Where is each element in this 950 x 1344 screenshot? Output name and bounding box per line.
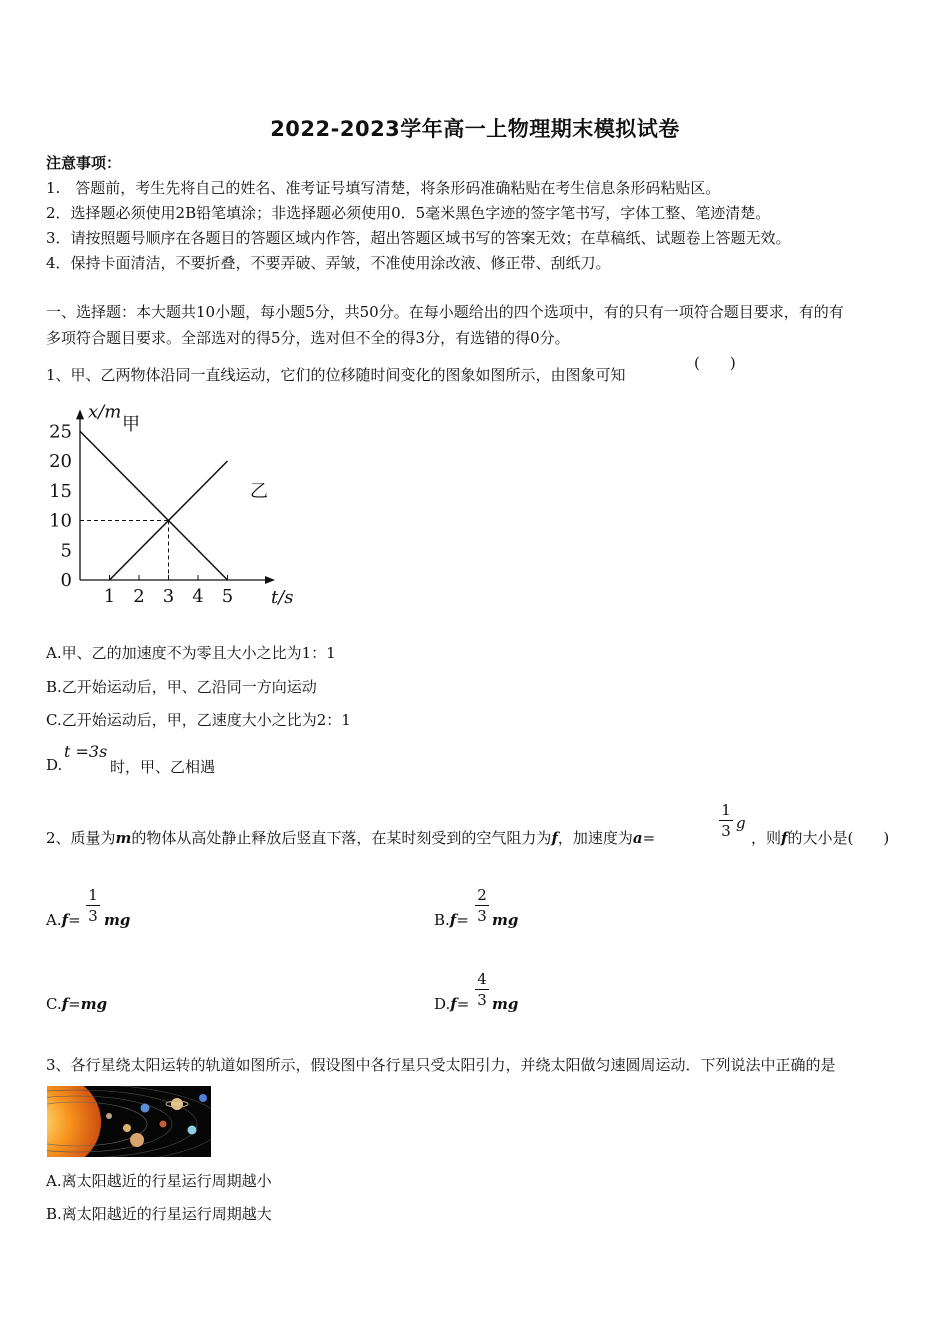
q2-option-c — [46, 995, 107, 1013]
q1-option-d-text: 时，甲、乙相遇 — [110, 758, 216, 776]
planet-shape — [106, 1113, 112, 1119]
notice-item: 3．请按照题号顺序在各题目的答题区域内作答，超出答题区域书写的答案无效；在草稿纸、试题卷上答题无效。 — [46, 229, 791, 247]
option-label: C. — [46, 995, 62, 1013]
planet-shape — [171, 1098, 183, 1110]
planet-shape — [188, 1126, 197, 1135]
option-eq: = — [456, 911, 469, 929]
q1-stem: 1、甲、乙两物体沿同一直线运动，它们的位移随时间变化的图象如图所示，由图象可知 — [46, 366, 626, 384]
q2-stem-part: 的大小是( ) — [787, 829, 890, 847]
q2-stem-tail — [751, 827, 889, 848]
planet-shape — [199, 1094, 207, 1102]
page-title: 2022-2023学年高一上物理期末模拟试卷 — [270, 117, 680, 141]
solar-system-image — [47, 1086, 211, 1157]
q2-var-f: f — [781, 829, 788, 847]
option-eq: = — [68, 911, 81, 929]
solar-system-illustration — [47, 1086, 211, 1157]
q3-stem: 3、各行星绕太阳运转的轨道如图所示，假设图中各行星只受太阳引力，并绕太阳做匀速圆周运动．下列说法中正确的是 — [46, 1056, 836, 1074]
planet-shape — [123, 1124, 131, 1132]
notice-heading: 注意事项： — [46, 154, 122, 172]
q2-eq: = — [642, 829, 656, 847]
q2-option-a — [46, 911, 81, 929]
option-var: f — [61, 911, 69, 929]
y-tick-label: 15 — [49, 480, 72, 502]
q1-option-b: B.乙开始运动后，甲、乙沿同一方向运动 — [46, 678, 317, 696]
frac-numerator: 1 — [721, 801, 731, 819]
planet-shape — [130, 1133, 144, 1147]
section-intro-line1: 一、选择题：本大题共10小题，每小题5分，共50分。在每小题给出的四个选项中，有的只有一项符合题目要求，有的有 — [46, 303, 844, 321]
q1-displacement-chart — [40, 400, 300, 615]
frac-denominator: 3 — [477, 991, 487, 1009]
y-tick-label: 0 — [60, 570, 72, 591]
q2-var-g: g — [736, 814, 746, 832]
frac-numerator: 1 — [88, 886, 98, 904]
planet-shape — [160, 1121, 167, 1128]
frac-bar — [86, 905, 100, 906]
frac-bar — [475, 989, 489, 990]
notice-item: 4．保持卡面清洁，不要折叠，不要弄破、弄皱，不准使用涂改液、修正带、刮纸刀。 — [46, 254, 611, 272]
frac-numerator: 4 — [477, 970, 487, 988]
x-axis-label: t/s — [271, 587, 294, 608]
section-intro-line2: 多项符合题目要求。全部选对的得5分，选对但不全的得3分，有选错的得0分。 — [46, 329, 570, 347]
q2-stem-part: 2、质量为 — [46, 829, 116, 847]
q2-stem-part: 的物体从高处静止释放后竖直下落，在某时刻受到的空气阻力为 — [131, 829, 552, 847]
q2-option-a-tail: mg — [104, 911, 131, 929]
q2-var-f: f — [551, 829, 558, 847]
q2-stem-part: ，加速度为 — [557, 829, 633, 847]
x-tick-label: 4 — [192, 586, 204, 607]
option-var: f — [449, 911, 457, 929]
y-tick-label: 10 — [49, 510, 72, 532]
q2-option-b — [434, 911, 469, 929]
q1-option-d-formula: t =3s — [64, 742, 108, 761]
frac-numerator: 2 — [477, 886, 487, 904]
x-tick-label: 2 — [133, 586, 145, 607]
y-axis-label: x/m — [88, 401, 122, 423]
q2-option-a-fraction — [86, 886, 100, 925]
planet-shape — [141, 1104, 150, 1113]
frac-bar — [475, 905, 489, 906]
y-tick-label: 25 — [49, 421, 72, 443]
x-tick-label: 3 — [162, 586, 175, 607]
option-eq: = — [68, 995, 81, 1013]
q3-option-b: B.离太阳越近的行星运行周期越大 — [46, 1205, 272, 1223]
frac-denominator: 3 — [88, 907, 98, 925]
x-tick-label: 5 — [221, 586, 234, 607]
option-var: f — [450, 995, 457, 1013]
notice-item: 2．选择题必须使用2B铅笔填涂；非选择题必须使用0．5毫米黑色字迹的签字笔书写，字体工整、笔迹清楚。 — [46, 204, 771, 222]
q2-stem-fraction — [719, 801, 733, 840]
notice-item: 1. 答题前，考生先将自己的姓名、准考证号填写清楚，将条形码准确粘贴在考生信息条形码粘贴区。 — [46, 179, 721, 197]
frac-denominator: 3 — [477, 907, 487, 925]
series-label: 乙 — [250, 481, 268, 502]
q2-stem — [46, 827, 655, 848]
q2-option-d-fraction — [475, 970, 489, 1009]
frac-bar — [719, 820, 733, 821]
q2-var-a: a — [632, 829, 643, 847]
series-line-1 — [80, 431, 228, 580]
x-tick-label: 1 — [103, 586, 116, 607]
q1-option-c: C.乙开始运动后，甲，乙速度大小之比为2：1 — [46, 711, 351, 729]
frac-denominator: 3 — [721, 822, 731, 840]
q2-stem-part: ，则 — [751, 829, 782, 847]
q1-option-a: A.甲、乙的加速度不为零且大小之比为1：1 — [46, 644, 336, 662]
x-axis-arrow — [265, 576, 275, 584]
option-var: f — [61, 995, 69, 1013]
q1-answer-paren: ( ) — [694, 354, 736, 372]
option-tail: mg — [80, 995, 108, 1013]
y-axis-arrow — [76, 409, 84, 419]
option-label: B. — [434, 911, 450, 929]
option-label: A. — [46, 911, 62, 929]
option-label: D. — [434, 995, 451, 1013]
q2-option-d — [434, 995, 469, 1013]
y-tick-label: 20 — [49, 451, 72, 472]
q3-option-a: A.离太阳越近的行星运行周期越小 — [46, 1172, 272, 1190]
y-tick-label: 5 — [60, 540, 72, 562]
series-label: 甲 — [122, 414, 140, 435]
q2-option-d-tail: mg — [492, 995, 519, 1013]
q2-option-b-fraction — [475, 886, 489, 925]
option-eq: = — [456, 995, 470, 1013]
q1-option-d-label: D. — [46, 756, 63, 774]
q2-option-b-tail: mg — [492, 911, 519, 929]
q2-var-m: m — [115, 829, 132, 847]
